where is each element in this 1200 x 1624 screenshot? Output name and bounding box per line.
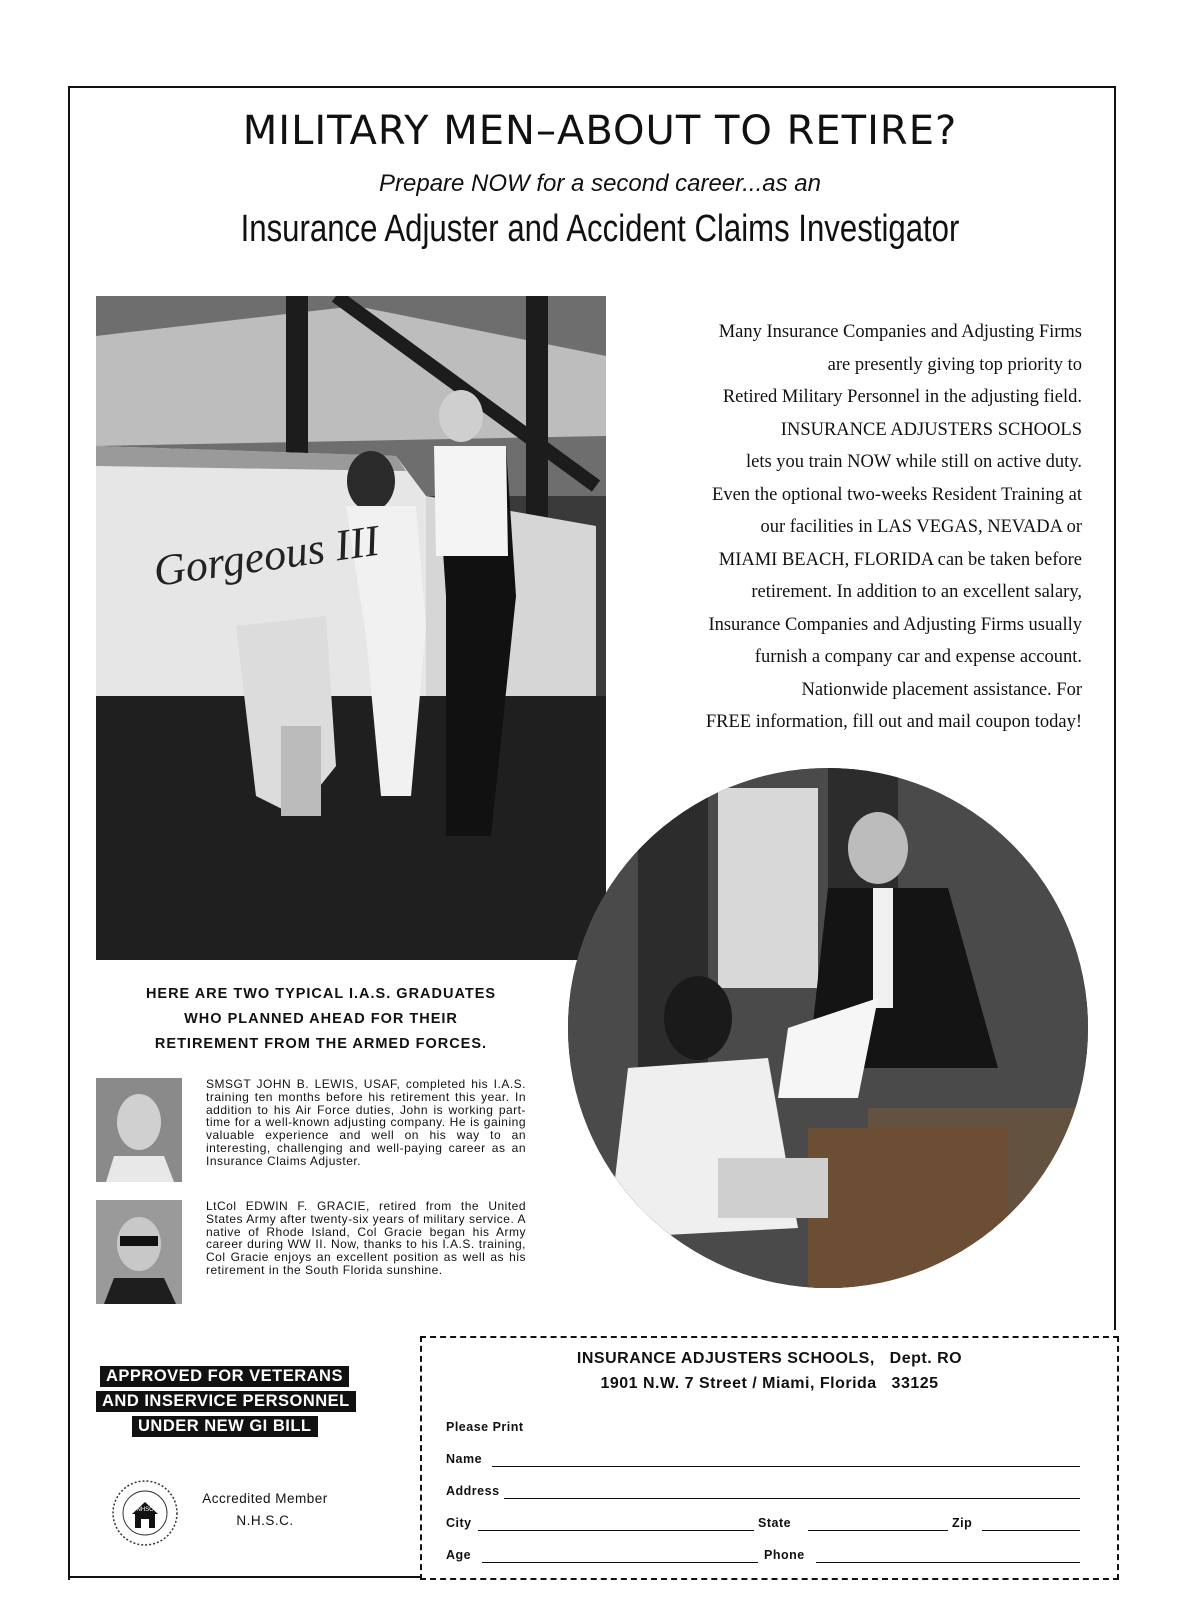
state-label: State [758, 1516, 792, 1530]
body-line: retirement. In addition to an excellent salary, [751, 582, 1082, 602]
accreditation-line: Accredited Member [202, 1491, 328, 1506]
body-line: Insurance Companies and Adjusting Firms usually [708, 614, 1082, 635]
zip-label: Zip [952, 1516, 973, 1530]
address-field[interactable] [504, 1498, 1080, 1499]
body-line: INSURANCE ADJUSTERS SCHOOLS [780, 419, 1082, 440]
ad-border-bottom [68, 1576, 420, 1578]
phone-field[interactable] [816, 1562, 1080, 1563]
heading-line: HERE ARE TWO TYPICAL I.A.S. GRADUATES [145, 986, 497, 1002]
city-label: City [446, 1516, 472, 1530]
body-line: MIAMI BEACH, FLORIDA can be taken before [718, 549, 1082, 570]
phone-label: Phone [764, 1548, 805, 1562]
portrait-photo [96, 1078, 182, 1182]
nhsc-seal-icon [110, 1478, 180, 1548]
name-label: Name [446, 1452, 483, 1466]
please-print-label: Please Print [446, 1420, 524, 1434]
name-field[interactable] [492, 1466, 1080, 1467]
headline: MILITARY MEN–ABOUT TO RETIRE? [242, 108, 958, 154]
body-line: furnish a company car and expense account. [754, 647, 1082, 667]
graduate-bio: LtCol EDWIN F. GRACIE, retired from the United States Army after twenty-six years of military service. A native of Rhode Island, Col Gracie began his Army career during WW II. Now, thanks to his I.A.S. training, Col Gracie enjoys an excellent position as well as his retirement in the South Florida sunshine. [206, 1199, 526, 1277]
boat-photo [96, 296, 606, 960]
body-line: Retired Military Personnel in the adjusting field. [722, 387, 1082, 407]
body-line: Nationwide placement assistance. For [801, 679, 1082, 700]
body-copy [620, 316, 1082, 739]
coupon-header [422, 1346, 1117, 1396]
graduate-lewis [96, 1078, 546, 1186]
seal-text: NHSC [136, 1507, 154, 1513]
graduates-heading [96, 982, 546, 1057]
mail-coupon [420, 1336, 1119, 1580]
address-label: Address [446, 1484, 500, 1498]
badge-line: AND INSERVICE PERSONNEL [96, 1391, 356, 1412]
badge-line: UNDER NEW GI BILL [132, 1416, 318, 1437]
state-field[interactable] [808, 1530, 948, 1531]
accreditation-text [190, 1488, 340, 1532]
body-line: lets you train NOW while still on active duty. [745, 452, 1082, 472]
zip-field[interactable] [982, 1530, 1080, 1531]
graduate-gracie [96, 1200, 546, 1308]
body-line: Many Insurance Companies and Adjusting Firms [718, 322, 1082, 342]
heading-line: WHO PLANNED AHEAD FOR THEIR [184, 1011, 458, 1027]
city-field[interactable] [478, 1530, 754, 1531]
graduate-bio: SMSGT JOHN B. LEWIS, USAF, completed his I.A.S. training ten months before his retirement this year. In addition to his Air Force duties, John is working part-time for a well-known adjusting company. He is gaining valuable experience and well on his way to an interesting, challenging and well-paying career as an Insurance Claims Adjuster. [206, 1077, 526, 1168]
body-line: Even the optional two-weeks Resident Training at [712, 484, 1082, 505]
boat-name: Gorgeous III [150, 515, 383, 596]
body-line: are presently giving top priority to [827, 354, 1082, 375]
office-photo [568, 768, 1088, 1288]
school-name: INSURANCE ADJUSTERS SCHOOLS, [576, 1350, 875, 1367]
portrait-photo [96, 1200, 182, 1304]
body-line: our facilities in LAS VEGAS, NEVADA or [760, 517, 1082, 537]
age-label: Age [446, 1548, 472, 1562]
badge-line: APPROVED FOR VETERANS [100, 1366, 349, 1387]
heading-line: RETIREMENT FROM THE ARMED FORCES. [154, 1036, 488, 1052]
school-zip: 33125 [891, 1375, 939, 1392]
accreditation-line: N.H.S.C. [236, 1513, 294, 1528]
age-field[interactable] [482, 1562, 758, 1563]
career-title: Insurance Adjuster and Accident Claims Investigator [240, 208, 960, 250]
dept: Dept. RO [889, 1350, 963, 1367]
school-address: 1901 N.W. 7 Street / Miami, Florida [600, 1375, 877, 1392]
body-line: FREE information, fill out and mail coupon today! [705, 712, 1082, 732]
subheadline: Prepare NOW for a second career...as an [379, 170, 821, 197]
